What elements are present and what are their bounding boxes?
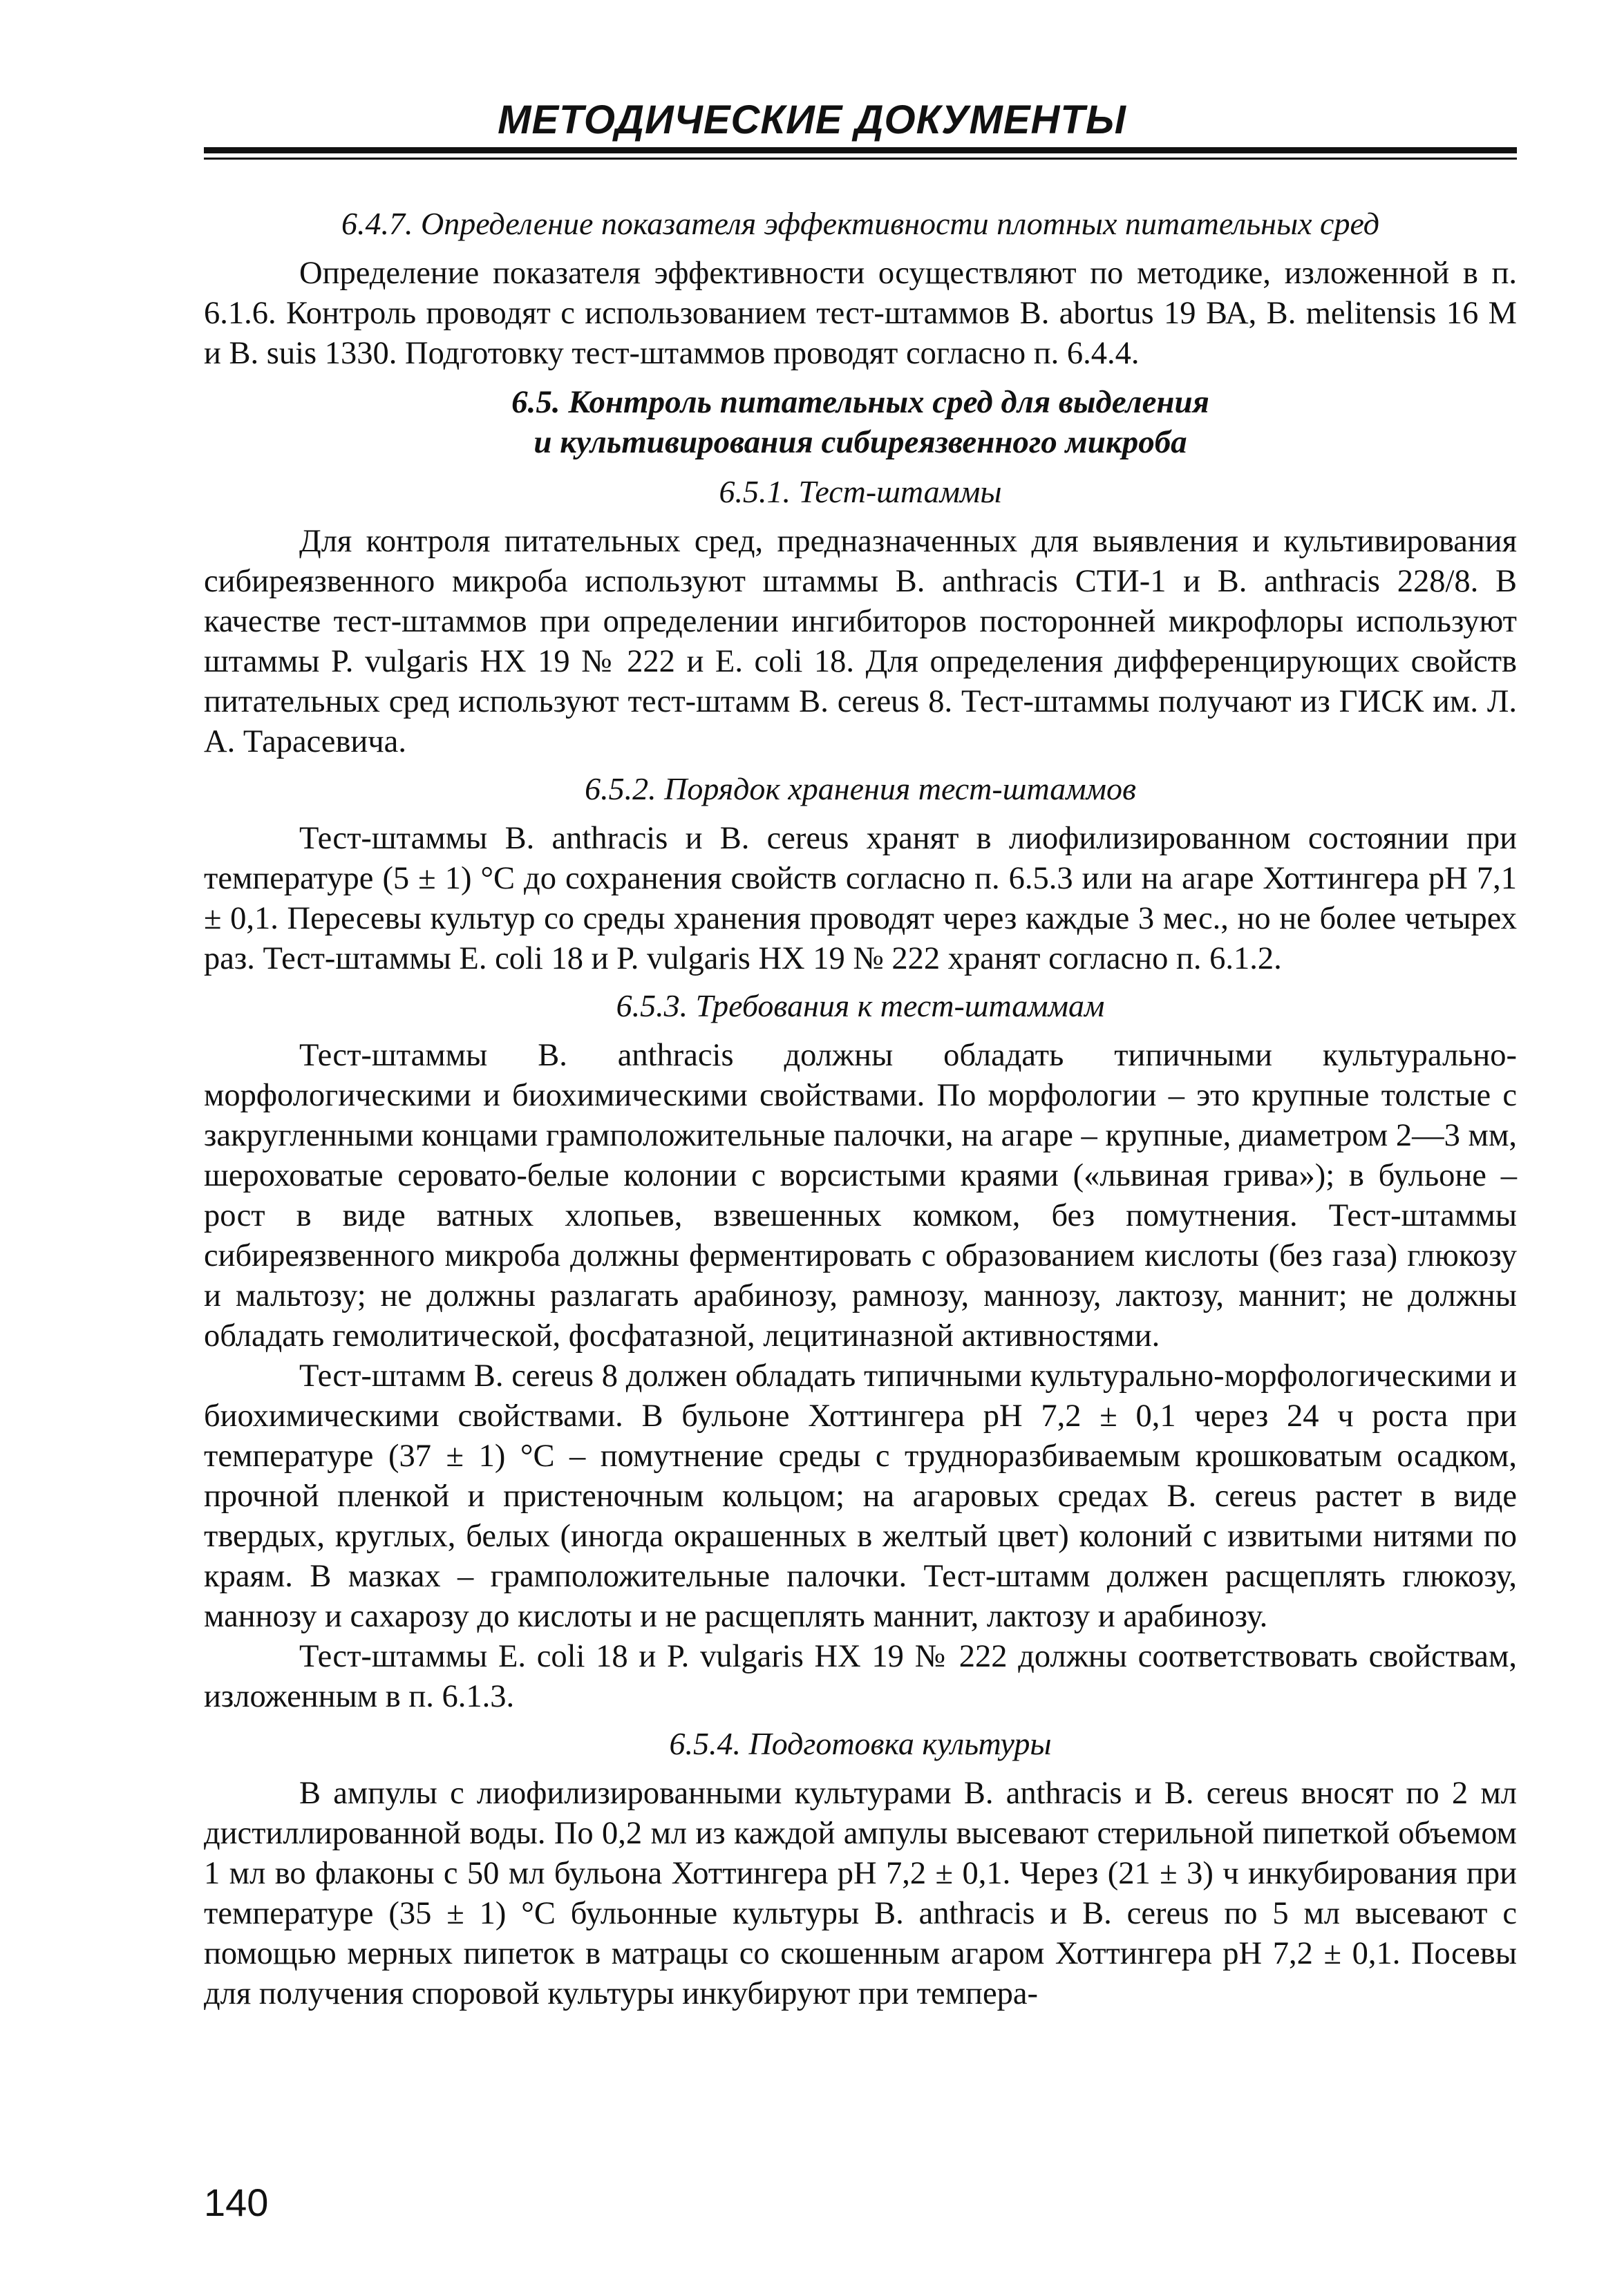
section-heading-6-5 <box>204 382 1517 462</box>
section-heading-line: и культивирования сибиреязвенного микроба <box>534 424 1187 460</box>
paragraph: Для контроля питательных сред, предназначенных для выявления и культивирования сибиреязвенного микроба используют штаммы B. anthracis СТИ-1 и B. anthracis 228/8. В качестве тест-штаммов при определении ингибиторов посторонней микрофлоры используют штаммы P. vulgaris НХ 19 № 222 и E. coli 18. Для определения дифференцирующих свойств питательных сред используют тест-штамм B. cereus 8. Тест-штаммы получают из ГИСК им. Л. А. Тарасевича. <box>204 524 1517 759</box>
section-heading-6-5-4: 6.5.4. Подготовка культуры <box>669 1726 1052 1761</box>
paragraph: Тест-штаммы B. anthracis и B. cereus хранят в лиофилизированном состоянии при температуре (5 ± 1) °С до сохранения свойств согласно п. 6.5.3 или на агаре Хоттингера рН 7,1 ± 0,1. Пересевы культур со среды хранения проводят через каждые 3 мес., но не более четырех раз. Тест-штаммы E. coli 18 и P. vulgaris НХ 19 № 222 хранят согласно п. 6.1.2. <box>204 821 1517 976</box>
running-header-title: МЕТОДИЧЕСКИЕ ДОКУМЕНТЫ <box>498 97 1126 142</box>
page-number: 140 <box>204 2181 269 2224</box>
header-rule-thin <box>204 158 1517 160</box>
paragraph: Тест-штаммы E. coli 18 и P. vulgaris НХ 19 № 222 должны соответствовать свойствам, изложенным в п. 6.1.3. <box>204 1639 1517 1714</box>
section-heading-6-5-2: 6.5.2. Порядок хранения тест-штаммов <box>585 771 1136 806</box>
paragraph: Тест-штамм B. cereus 8 должен обладать типичными культурально-морфологическими и биохимическими свойствами. В бульоне Хоттингера рН 7,2 ± 0,1 через 24 ч роста при температуре (37 ± 1) °С – помутнение среды с трудноразбиваемым крошковатым осадком, прочной пленкой и пристеночным кольцом; на агаровых средах B. cereus растет в виде твердых, круглых, белых (иногда окрашенных в желтый цвет) колоний с извитыми нитями по краям. В мазках – грамположительные палочки. Тест-штамм должен расщеплять глюкозу, маннозу и сахарозу до кислоты и не расщеплять маннит, лактозу и арабинозу. <box>204 1358 1517 1634</box>
paragraph: Определение показателя эффективности осуществляют по методике, изложенной в п. 6.1.6. Контроль проводят с использованием тест-штаммов B. abortus 19 ВА, B. melitensis 16 М и B. suis 1330. Подготовку тест-штаммов проводят согласно п. 6.4.4. <box>204 256 1517 371</box>
header-rule-thick <box>204 147 1517 153</box>
page-content <box>204 197 1517 2014</box>
paragraph: В ампулы с лиофилизированными культурами B. anthracis и B. cereus вносят по 2 мл дистиллированной воды. По 0,2 мл из каждой ампулы высевают стерильной пипеткой объемом 1 мл во флаконы с 50 мл бульона Хоттингера рН 7,2 ± 0,1. Через (21 ± 3) ч инкубирования при температуре (35 ± 1) °С бульонные культуры B. anthracis и B. cereus по 5 мл высевают с помощью мерных пипеток в матрацы со скошенным агаром Хоттингера рН 7,2 ± 0,1. Посевы для получения споровой культуры инкубируют при темпера- <box>204 1776 1517 2011</box>
section-heading-6-4-7: 6.4.7. Определение показателя эффективности плотных питательных сред <box>341 206 1379 241</box>
section-heading-6-5-3: 6.5.3. Требования к тест-штаммам <box>616 988 1105 1023</box>
section-heading-6-5-1: 6.5.1. Тест-штаммы <box>719 474 1002 509</box>
paragraph: Тест-штаммы B. anthracis должны обладать типичными культурально-морфологическими и биохимическими свойствами. По морфологии – это крупные толстые с закругленными концами грамположительные палочки, на агаре – крупные, диаметром 2—3 мм, шероховатые серовато-белые колонии с ворсистыми краями («львиная грива»); в бульоне – рост в виде ватных хлопьев, взвешенных комком, без помутнения. Тест-штаммы сибиреязвенного микроба должны ферментировать с образованием кислоты (без газа) глюкозу и мальтозу; не должны разлагать арабинозу, рамнозу, маннозу, лактозу, маннит; не должны обладать гемолитической, фосфатазной, лецитиназной активностями. <box>204 1038 1517 1354</box>
section-heading-line: 6.5. Контроль питательных сред для выделения <box>511 384 1209 420</box>
